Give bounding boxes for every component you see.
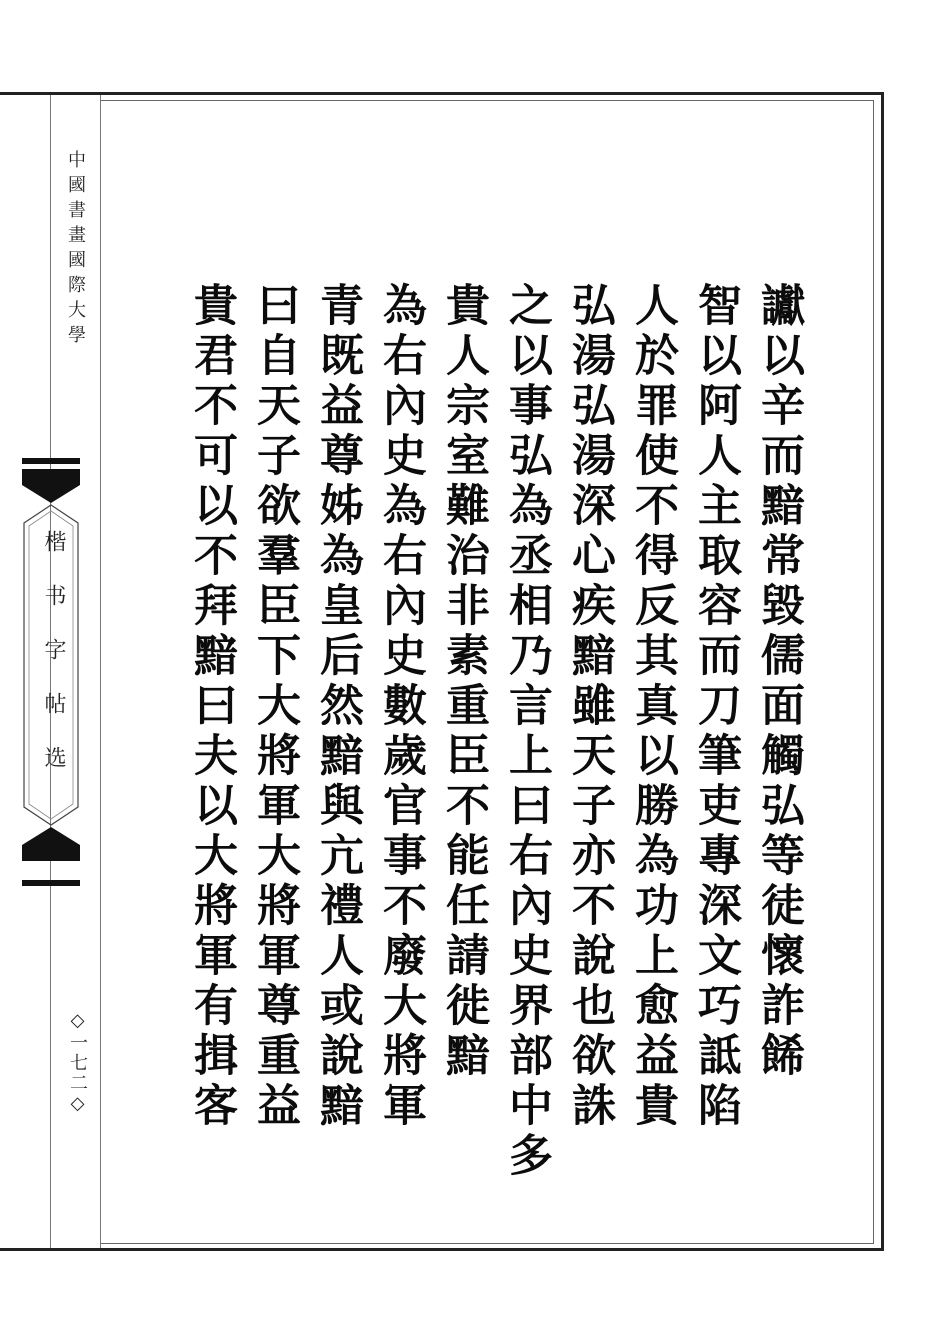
text-column: 貴人宗室難治非素重臣不能任請徙黯 bbox=[438, 282, 489, 1082]
text-column: 弘湯弘湯深心疾黯雖天子亦不說也欲誅 bbox=[564, 282, 615, 1132]
text-column: 人於罪使不得反其真以勝為功上愈益貴 bbox=[627, 282, 678, 1132]
page-frame-inner-bottom bbox=[100, 1243, 874, 1244]
page-frame-inner-top bbox=[100, 100, 874, 101]
page-frame-top bbox=[0, 92, 884, 95]
text-column: 讞以辛而黯常毀儒面觸弘等徒懷詐餙 bbox=[753, 282, 804, 1082]
label-bottom-bar bbox=[22, 880, 80, 886]
text-column: 青既益尊姊為皇后然黯與亢禮人或說黯 bbox=[312, 282, 363, 1132]
book-title: 楷书字帖选 bbox=[41, 530, 66, 800]
text-column: 貴君不可以不拜黯曰夫以大將軍有揖客 bbox=[186, 282, 237, 1132]
text-column: 之以事弘為丞相乃言上曰右內史界部中多 bbox=[501, 282, 552, 1182]
text-column: 智以阿人主取容而刀筆吏專深文巧詆陷 bbox=[690, 282, 741, 1132]
page-number: ◇一七二◇ bbox=[67, 1010, 88, 1116]
text-column: 曰自天子欲羣臣下大將軍大將軍尊重益 bbox=[249, 282, 300, 1132]
sidebar-rule-right bbox=[100, 95, 101, 1248]
text-column: 為右內史為右內史數歲官事不廢大將軍 bbox=[375, 282, 426, 1132]
page-frame-inner-right bbox=[873, 100, 874, 1243]
page-frame-right bbox=[881, 92, 884, 1251]
series-title: 中國書畫國際大學 bbox=[65, 150, 86, 350]
page-frame-bottom bbox=[0, 1248, 884, 1251]
calligraphy-text bbox=[180, 282, 810, 1182]
